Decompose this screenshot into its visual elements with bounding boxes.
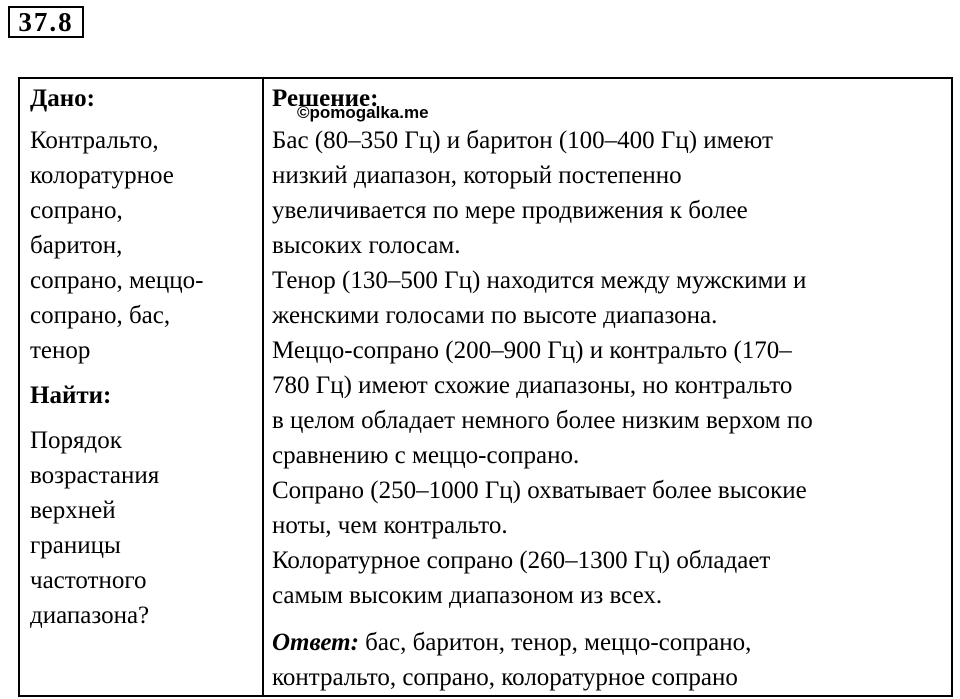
solution-line: Тенор (130–500 Гц) находится между мужскими и xyxy=(272,267,807,294)
find-line: возрастания xyxy=(30,462,160,489)
solution-heading: Решение: xyxy=(272,85,379,112)
solution-line: 780 Гц) имеют схожие диапазоны, но контральто xyxy=(272,372,793,399)
solution-line: Меццо-сопрано (200–900 Гц) и контральто (170– xyxy=(272,337,792,364)
find-heading: Найти: xyxy=(30,382,112,409)
task-table xyxy=(18,77,953,697)
column-divider xyxy=(262,79,264,695)
find-line: верхней xyxy=(30,497,116,524)
answer-text: бас, баритон, тенор, меццо-сопрано, xyxy=(358,629,752,656)
given-heading: Дано: xyxy=(30,85,95,112)
answer xyxy=(272,625,751,695)
solution-line: Сопрано (250–1000 Гц) охватывает более высокие xyxy=(272,477,807,504)
given-line: баритон, xyxy=(30,232,123,259)
solution-line: в целом обладает немного более низким верхом по xyxy=(272,407,813,434)
solution-text xyxy=(272,123,813,613)
find-line: границы xyxy=(30,532,121,559)
solution-line: ноты, чем контральто. xyxy=(272,512,508,539)
solution-column xyxy=(272,79,947,695)
problem-number: 37.8 xyxy=(8,6,84,38)
solution-line: увеличивается по мере продвижения к более xyxy=(272,197,748,224)
given-line: сопрано, меццо- xyxy=(30,267,204,294)
solution-line: самым высоким диапазоном из всех. xyxy=(272,582,663,609)
solution-line: Бас (80–350 Гц) и баритон (100–400 Гц) имеют xyxy=(272,127,773,154)
solution-line: низкий диапазон, который постепенно xyxy=(272,162,682,189)
answer-line xyxy=(272,625,751,660)
solution-line: высоких голосам. xyxy=(272,232,461,259)
watermark: ©pomogalka.me xyxy=(297,103,429,122)
given-line: сопрано, бас, xyxy=(30,302,171,329)
find-line: диапазона? xyxy=(30,602,150,629)
given-line: Контральто, xyxy=(30,127,159,154)
given-line: колоратурное xyxy=(30,162,174,189)
given-text xyxy=(30,123,203,368)
find-text xyxy=(30,423,159,633)
given-column xyxy=(30,79,258,695)
find-line: частотного xyxy=(30,567,147,594)
answer-label: Ответ: xyxy=(272,629,359,656)
given-line: сопрано, xyxy=(30,197,123,224)
given-line: тенор xyxy=(30,337,91,364)
solution-line: Колоратурное сопрано (260–1300 Гц) обладает xyxy=(272,547,771,574)
answer-line: контральто, сопрано, колоратурное сопрано xyxy=(272,664,738,691)
solution-line: женскими голосами по высоте диапазона. xyxy=(272,302,718,329)
solution-line: сравнению с меццо-сопрано. xyxy=(272,442,580,469)
find-line: Порядок xyxy=(30,427,122,454)
